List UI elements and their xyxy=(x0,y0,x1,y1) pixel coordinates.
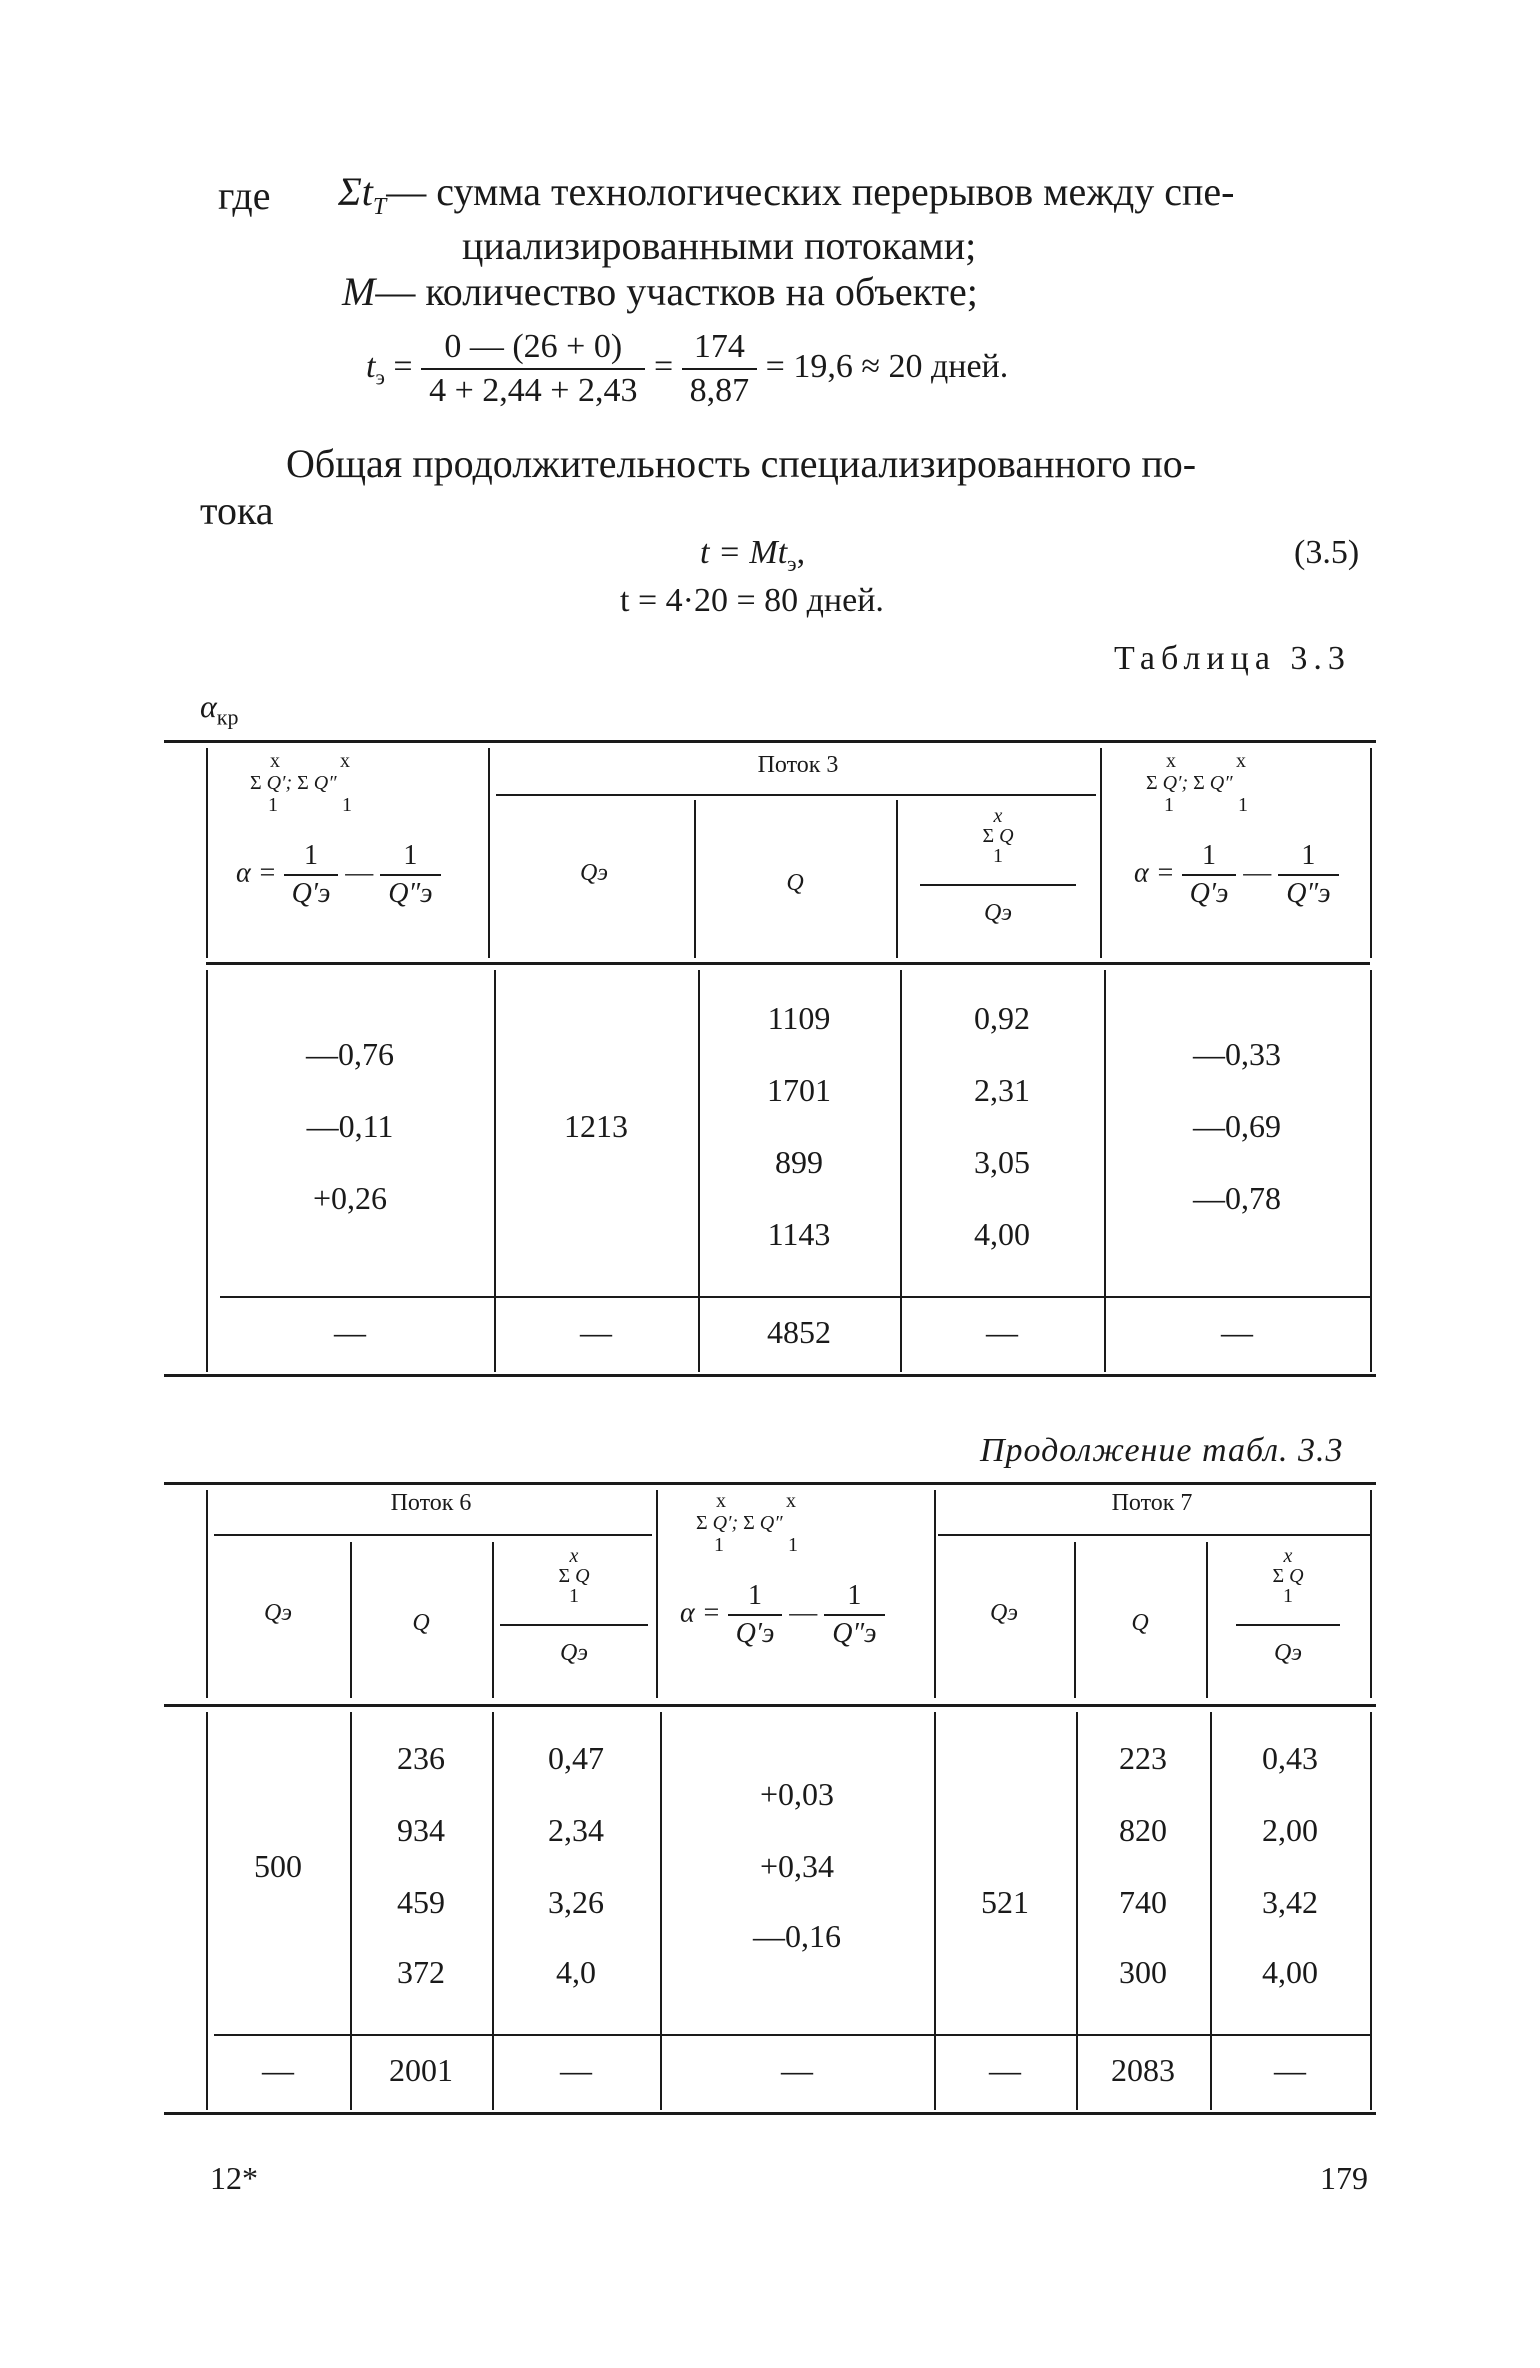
m-symbol: M xyxy=(342,269,376,314)
t2-col-ratio-den: Qэ xyxy=(560,1640,588,1666)
eq-frac2-numerator: 174 xyxy=(682,328,758,370)
t2-vline xyxy=(656,1490,658,1698)
t1-col-ratio-den: Qэ xyxy=(984,900,1012,926)
t1-total: — xyxy=(580,1314,612,1350)
t1-vline xyxy=(494,970,496,1372)
t2-mid-alpha-formula: α = $\frac{1}{Q'э}$ — $\frac{1}{Q''э}$ xyxy=(680,1580,930,1650)
t1-col-qe: Qэ xyxy=(580,860,608,886)
alpha-kr-label xyxy=(200,688,239,730)
t2-top-rule xyxy=(164,1482,1376,1485)
t2-flow7-ratio: 0,43 xyxy=(1262,1740,1318,1776)
t2-vline xyxy=(206,1712,208,2110)
t2-flow7-ratio: 3,42 xyxy=(1262,1884,1318,1920)
t2-flow7-q: 740 xyxy=(1119,1884,1167,1920)
t1-left-alpha-formula: α = $\frac{1}{Q'э}$ — $\frac{1}{Q''э}$ xyxy=(236,840,476,910)
t1-total: — xyxy=(1221,1314,1253,1350)
eq-result: = 19,6 ≈ 20 дней. xyxy=(765,347,1009,385)
t2-total-rule xyxy=(214,2034,1370,2036)
t1-ratio-bar xyxy=(920,884,1076,886)
t1-right-value: —0,33 xyxy=(1193,1036,1281,1072)
table2-caption: Продолжение табл. 3.3 xyxy=(980,1432,1344,1469)
t2-mid-value: —0,16 xyxy=(753,1918,841,1954)
sum-subscript: T xyxy=(372,194,387,220)
t2-flow7-underline xyxy=(938,1534,1370,1536)
t2-col-ratio-7: x Σ Q 1 xyxy=(1272,1545,1304,1607)
eq-lhs: t xyxy=(366,347,376,385)
t1-left-value: —0,11 xyxy=(306,1108,394,1144)
t2-mid-value: +0,03 xyxy=(759,1776,835,1812)
t1-vline xyxy=(1104,970,1106,1372)
t2-flow7-ratio: 4,00 xyxy=(1262,1954,1318,1990)
t1-q-value: 899 xyxy=(775,1144,823,1180)
t1-vline xyxy=(206,970,208,1372)
eq-frac2-denominator: 8,87 xyxy=(689,372,750,409)
alpha-symbol: α xyxy=(200,688,217,724)
t1-q-value: 1701 xyxy=(767,1072,831,1108)
t1-right-value: —0,69 xyxy=(1193,1108,1281,1144)
t1-right-value: —0,78 xyxy=(1193,1180,1281,1216)
t2-col-ratio-den-7: Qэ xyxy=(1274,1640,1302,1666)
t1-vline xyxy=(1370,970,1372,1372)
t1-vline xyxy=(1370,748,1372,958)
paragraph-line2: тока xyxy=(200,488,274,533)
t1-total: — xyxy=(986,1314,1018,1350)
t1-ratio-value: 2,31 xyxy=(974,1072,1030,1108)
t2-flow6-q: 236 xyxy=(397,1740,445,1776)
t2-flow7-q: 300 xyxy=(1119,1954,1167,1990)
t2-flow6-q: 459 xyxy=(397,1884,445,1920)
t2-total: — xyxy=(989,2052,1021,2088)
formula-3-5 xyxy=(700,534,805,577)
t1-col-q: Q xyxy=(786,870,804,896)
eq-fraction-1 xyxy=(421,328,645,410)
t1-ratio-value: 0,92 xyxy=(974,1000,1030,1036)
eq-fraction-2 xyxy=(682,328,758,410)
t2-total: — xyxy=(781,2052,813,2088)
t1-top-rule xyxy=(164,740,1376,743)
t2-bottom-rule xyxy=(164,2112,1376,2115)
t2-flow6-ratio: 4,0 xyxy=(556,1954,596,1990)
t1-q-value: 1109 xyxy=(767,1000,831,1036)
t2-flow7-qe: 521 xyxy=(981,1884,1029,1920)
t2-mid-sum-header: x x Σ Q′; Σ Q″ 1 1 xyxy=(696,1490,798,1556)
t2-vline xyxy=(206,1490,208,1698)
t2-total: — xyxy=(560,2052,592,2088)
t1-left-value: +0,26 xyxy=(312,1180,388,1216)
t1-total-rule xyxy=(220,1296,1370,1298)
t1-header-rule xyxy=(206,962,1370,965)
t2-flow6-ratio: 3,26 xyxy=(548,1884,604,1920)
t1-bottom-rule xyxy=(164,1374,1376,1377)
t1-left-sum-header: x x Σ Q′; Σ Q″ 1 1 xyxy=(250,750,352,816)
t2-ratio-bar xyxy=(500,1624,648,1626)
formula-2: t = 4·20 = 80 дней. xyxy=(620,582,884,619)
signature-mark: 12* xyxy=(210,2160,258,2196)
duration-equation: $t_э$ = $\frac{0 — (26 + 0)}{4 + 2,44 + 2,43}$ = $\frac{174}{8,87}$ = 19,6 ≈ 20 дней. xyxy=(366,328,1009,409)
t2-header-rule xyxy=(164,1704,1376,1707)
table1-caption: Таблица 3.3 xyxy=(1114,640,1351,677)
t1-vline xyxy=(488,748,490,958)
t2-flow6-q: 372 xyxy=(397,1954,445,1990)
t2-col-qe: Qэ xyxy=(264,1600,292,1626)
page-number: 179 xyxy=(1320,2160,1368,2196)
t2-vline xyxy=(660,1712,662,2110)
t1-total: — xyxy=(334,1314,366,1350)
t2-flow6-q: 934 xyxy=(397,1812,445,1848)
t2-col-qe-7: Qэ xyxy=(990,1600,1018,1626)
t2-vline xyxy=(934,1490,936,1698)
t2-flow6-underline xyxy=(214,1534,652,1536)
t1-col-ratio: x Σ Q 1 xyxy=(982,805,1014,867)
eq-lhs-sub: э xyxy=(375,364,385,390)
definition-text-line2: циализированными потоками; xyxy=(462,223,977,268)
alpha-subscript: кр xyxy=(216,704,239,730)
t1-flow-underline xyxy=(496,794,1096,796)
definition-text-line1: — сумма технологических перерывов между спе- xyxy=(386,169,1235,214)
t2-flow6-qe: 500 xyxy=(254,1848,302,1884)
t2-ratio-bar-7 xyxy=(1236,1624,1340,1626)
t1-q-value: 1143 xyxy=(767,1216,831,1252)
formula-number: (3.5) xyxy=(1294,534,1360,571)
t2-total: 2001 xyxy=(389,2052,453,2088)
sum-symbol: Σt xyxy=(338,169,373,214)
t2-flow6-title: Поток 6 xyxy=(390,1490,472,1516)
t2-flow7-title: Поток 7 xyxy=(1111,1490,1193,1516)
formula1-sub: э xyxy=(787,550,797,576)
t2-flow7-q: 820 xyxy=(1119,1812,1167,1848)
where-word: где xyxy=(218,173,271,218)
t1-flow3-title: Поток 3 xyxy=(757,752,839,778)
t2-col-q: Q xyxy=(412,1610,430,1636)
t1-ratio-value: 4,00 xyxy=(974,1216,1030,1252)
definition-sections-text: — количество участков на объекте; xyxy=(375,269,978,314)
t2-flow6-ratio: 0,47 xyxy=(548,1740,604,1776)
definition-sections xyxy=(342,268,978,315)
paragraph-line1: Общая продолжительность специализированного по- xyxy=(286,441,1197,486)
formula1-tail: , xyxy=(796,534,806,571)
t2-col-ratio: x Σ Q 1 xyxy=(558,1545,590,1607)
t2-total: — xyxy=(1274,2052,1306,2088)
t2-vline xyxy=(1370,1712,1372,2110)
t1-right-alpha-formula: α = $\frac{1}{Q'э}$ — $\frac{1}{Q''э}$ xyxy=(1134,840,1370,910)
t2-vline xyxy=(1370,1490,1372,1698)
t1-ratio-value: 3,05 xyxy=(974,1144,1030,1180)
t1-vline xyxy=(1100,748,1102,958)
t1-total: 4852 xyxy=(767,1314,831,1350)
eq-frac1-numerator: 0 — (26 + 0) xyxy=(421,328,645,370)
t2-flow7-q: 223 xyxy=(1119,1740,1167,1776)
t2-total: 2083 xyxy=(1111,2052,1175,2088)
formula1-text: t = Mt xyxy=(700,534,788,571)
t2-col-q-7: Q xyxy=(1131,1610,1149,1636)
t2-total: — xyxy=(262,2052,294,2088)
t1-left-value: —0,76 xyxy=(306,1036,394,1072)
t1-qe-value: 1213 xyxy=(564,1108,628,1144)
definition-sum-breaks xyxy=(338,168,1234,221)
t2-mid-value: +0,34 xyxy=(759,1848,835,1884)
t2-flow7-ratio: 2,00 xyxy=(1262,1812,1318,1848)
eq-frac1-denominator: 4 + 2,44 + 2,43 xyxy=(429,372,638,409)
t1-vline xyxy=(206,748,208,958)
t2-flow6-ratio: 2,34 xyxy=(548,1812,604,1848)
t1-right-sum-header: x x Σ Q′; Σ Q″ 1 1 xyxy=(1146,750,1248,816)
